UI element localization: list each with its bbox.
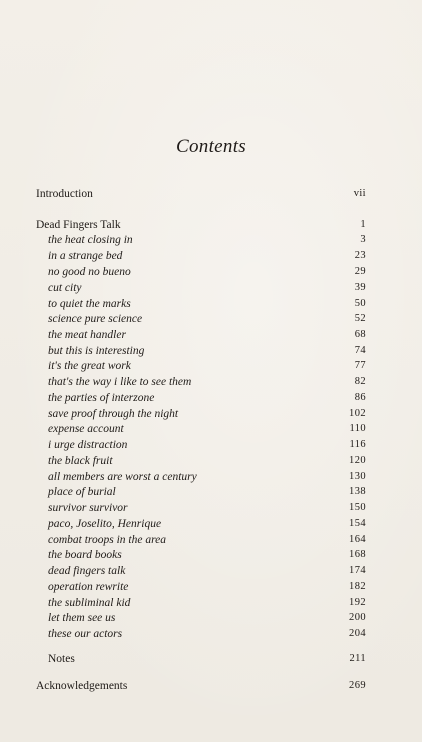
toc-entry-label: but this is interesting bbox=[48, 345, 145, 357]
toc-entry-label: Dead Fingers Talk bbox=[36, 219, 121, 231]
toc-entry-label: the subliminal kid bbox=[48, 597, 131, 609]
toc-entry-label: all members are worst a century bbox=[48, 471, 197, 483]
toc-entry-label: it's the great work bbox=[48, 360, 131, 372]
toc-entry-page: 154 bbox=[349, 518, 366, 529]
toc-entry-page: 23 bbox=[354, 250, 366, 261]
toc-entry bbox=[36, 500, 366, 516]
toc-entry-label: in a strange bed bbox=[48, 250, 123, 262]
toc-entry-label: save proof through the night bbox=[48, 408, 179, 420]
toc-entry-label: that's the way i like to see them bbox=[48, 376, 192, 388]
toc-entry-label: the meat handler bbox=[48, 329, 126, 341]
toc-entry bbox=[36, 547, 366, 563]
toc-entry bbox=[36, 280, 366, 296]
toc-entry-page: 74 bbox=[354, 345, 366, 356]
toc-entry bbox=[36, 327, 366, 343]
toc-entry-page: 116 bbox=[349, 439, 366, 450]
toc-entry bbox=[36, 626, 366, 642]
toc-entry-label: let them see us bbox=[48, 612, 116, 624]
toc-entry-label: survivor survivor bbox=[48, 502, 128, 514]
toc-entry-label: Introduction bbox=[36, 188, 93, 200]
toc-entry-label: the board books bbox=[48, 549, 122, 561]
toc-entry-page: 138 bbox=[349, 486, 366, 497]
toc-entry bbox=[36, 421, 366, 437]
toc-entry-page: 110 bbox=[349, 423, 366, 434]
toc-entry-page: 150 bbox=[349, 502, 366, 513]
toc-entry-page: 120 bbox=[349, 455, 366, 466]
toc-entry-page: 182 bbox=[349, 581, 366, 592]
toc-entry bbox=[36, 311, 366, 327]
toc-entry bbox=[36, 579, 366, 595]
show-through-text bbox=[70, 120, 370, 136]
toc-entry bbox=[36, 296, 366, 312]
toc-entry-label: cut city bbox=[48, 282, 82, 294]
toc-entry-page: 50 bbox=[354, 298, 366, 309]
toc-entry-page: 86 bbox=[354, 392, 366, 403]
toc-entry bbox=[36, 232, 366, 248]
toc-entry bbox=[36, 437, 366, 453]
toc-entry-page: 3 bbox=[360, 234, 366, 245]
toc-entry bbox=[36, 516, 366, 532]
toc-entry bbox=[36, 390, 366, 406]
toc-entry-page: 1 bbox=[360, 219, 366, 230]
toc-entry-page: 130 bbox=[349, 471, 366, 482]
toc-entry-page: 77 bbox=[354, 360, 366, 371]
toc-entry bbox=[36, 453, 366, 469]
toc-entry-label: science pure science bbox=[48, 313, 143, 325]
toc-entry-page: 204 bbox=[349, 628, 366, 639]
toc-entry bbox=[36, 217, 366, 233]
toc-entry-label: these our actors bbox=[48, 628, 123, 640]
toc-entry-page: 39 bbox=[354, 282, 366, 293]
toc-entry-label: no good no bueno bbox=[48, 266, 131, 278]
toc-entry-page: 52 bbox=[354, 313, 366, 324]
toc-entry-page: 211 bbox=[349, 653, 366, 664]
toc-entry bbox=[36, 374, 366, 390]
toc-entry-label: place of burial bbox=[48, 486, 116, 498]
toc-entry-label: the black fruit bbox=[48, 455, 113, 467]
toc-entry-page: 68 bbox=[354, 329, 366, 340]
toc-entry-page: 82 bbox=[354, 376, 366, 387]
toc-entry bbox=[36, 186, 366, 202]
toc-entry-label: i urge distraction bbox=[48, 439, 128, 451]
toc-entry-page: 102 bbox=[349, 408, 366, 419]
toc-entry-page: 200 bbox=[349, 612, 366, 623]
toc-entry-label: the parties of interzone bbox=[48, 392, 155, 404]
toc-entry bbox=[36, 484, 366, 500]
toc-entry bbox=[36, 264, 366, 280]
toc-entry-page: 192 bbox=[349, 597, 366, 608]
toc-entry bbox=[36, 610, 366, 626]
toc-entry-page: 174 bbox=[349, 565, 366, 576]
toc-entry-page: 29 bbox=[354, 266, 366, 277]
toc-entry-label: the heat closing in bbox=[48, 234, 133, 246]
toc-entry bbox=[36, 563, 366, 579]
toc-entry-page: 164 bbox=[349, 534, 366, 545]
toc-entry-label: combat troops in the area bbox=[48, 534, 166, 546]
toc-entry bbox=[36, 248, 366, 264]
toc-entry-label: dead fingers talk bbox=[48, 565, 126, 577]
toc-entry-page: 168 bbox=[349, 549, 366, 560]
toc-entry bbox=[36, 358, 366, 374]
toc-entry-label: Notes bbox=[48, 653, 75, 665]
toc-entry bbox=[36, 469, 366, 485]
toc-entry-label: operation rewrite bbox=[48, 581, 129, 593]
toc-entry bbox=[36, 343, 366, 359]
toc-entry bbox=[36, 532, 366, 548]
toc-entry-label: paco, Joselito, Henrique bbox=[48, 518, 162, 530]
contents-title: Contents bbox=[176, 136, 246, 157]
toc-entry-page: 269 bbox=[349, 680, 366, 691]
toc-entry bbox=[36, 406, 366, 422]
toc-entry-page: vii bbox=[353, 188, 366, 199]
toc-entry bbox=[36, 595, 366, 611]
toc-entry-label: Acknowledgements bbox=[36, 680, 128, 692]
toc-entry-label: to quiet the marks bbox=[48, 298, 131, 310]
toc-entry-label: expense account bbox=[48, 423, 124, 435]
toc-entry bbox=[36, 678, 366, 694]
toc-entry bbox=[36, 651, 366, 667]
